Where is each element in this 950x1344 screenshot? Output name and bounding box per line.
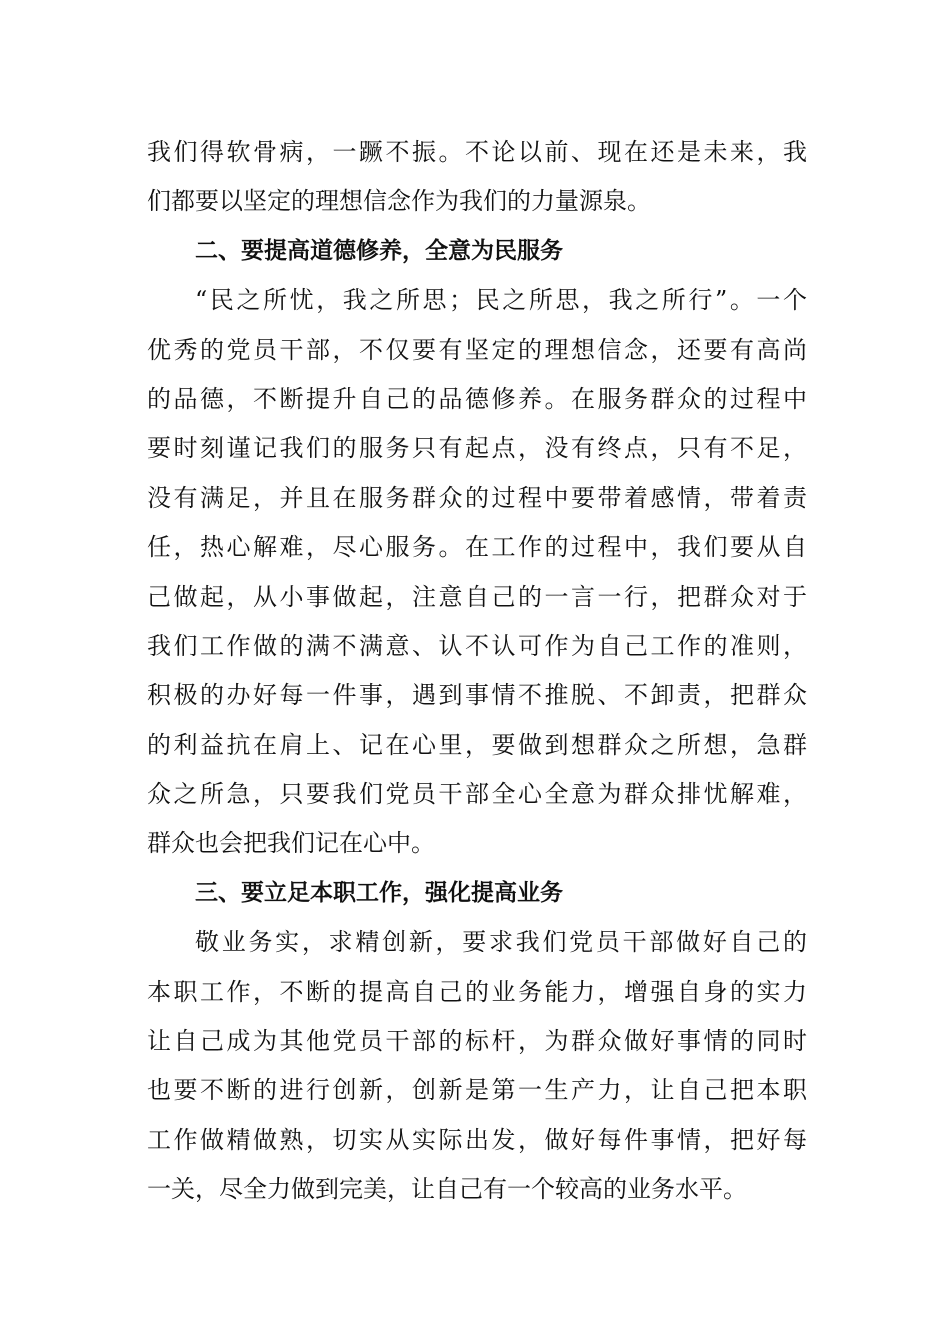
- paragraph-line: 要时刻谨记我们的服务只有起点，没有终点，只有不足，: [147, 434, 807, 463]
- paragraph-line: 我们工作做的满不满意、认不认可作为自己工作的准则，: [147, 631, 807, 660]
- paragraph-line: 我们得软骨病，一蹶不振。不论以前、现在还是未来，我: [147, 138, 807, 166]
- paragraph-line: 也要不断的进行创新，创新是第一生产力，让自己把本职: [147, 1076, 807, 1105]
- paragraph-line: 让自己成为其他党员干部的标杆，为群众做好事情的同时: [147, 1027, 807, 1056]
- paragraph-line: 任，热心解难，尽心服务。在工作的过程中，我们要从自: [147, 533, 807, 562]
- section-heading-3: 三、要立足本职工作，强化提高业务: [195, 879, 563, 906]
- paragraph-line: 己做起，从小事做起，注意自己的一言一行，把群众对于: [147, 582, 807, 611]
- paragraph-line: 的品德，不断提升自己的品德修养。在服务群众的过程中: [147, 384, 807, 413]
- paragraph-line: 群众也会把我们记在心中。: [147, 829, 435, 858]
- paragraph-line: 众之所急，只要我们党员干部全心全意为群众排忧解难，: [147, 780, 807, 809]
- document-page: [147, 128, 807, 1215]
- paragraph-line: 优秀的党员干部，不仅要有坚定的理想信念，还要有高尚: [147, 335, 807, 364]
- paragraph-line: 们都要以坚定的理想信念作为我们的力量源泉。: [147, 187, 651, 216]
- paragraph-line: 本职工作，不断的提高自己的业务能力，增强自身的实力: [147, 977, 807, 1006]
- paragraph-line: 积极的办好每一件事，遇到事情不推脱、不卸责，把群众: [147, 681, 807, 710]
- paragraph-line: 的利益抗在肩上、记在心里，要做到想群众之所想，急群: [147, 730, 807, 759]
- paragraph-line: 一关，尽全力做到完美，让自己有一个较高的业务水平。: [147, 1175, 747, 1204]
- paragraph-line: “民之所忧，我之所思；民之所思，我之所行”。一个: [195, 286, 807, 315]
- section-heading-2: 二、要提高道德修养，全意为民服务: [195, 237, 563, 264]
- paragraph-line: 工作做精做熟，切实从实际出发，做好每件事情，把好每: [147, 1125, 807, 1154]
- paragraph-line: 没有满足，并且在服务群众的过程中要带着感情，带着责: [147, 483, 807, 512]
- paragraph-line: 敬业务实，求精创新，要求我们党员干部做好自己的: [195, 928, 807, 957]
